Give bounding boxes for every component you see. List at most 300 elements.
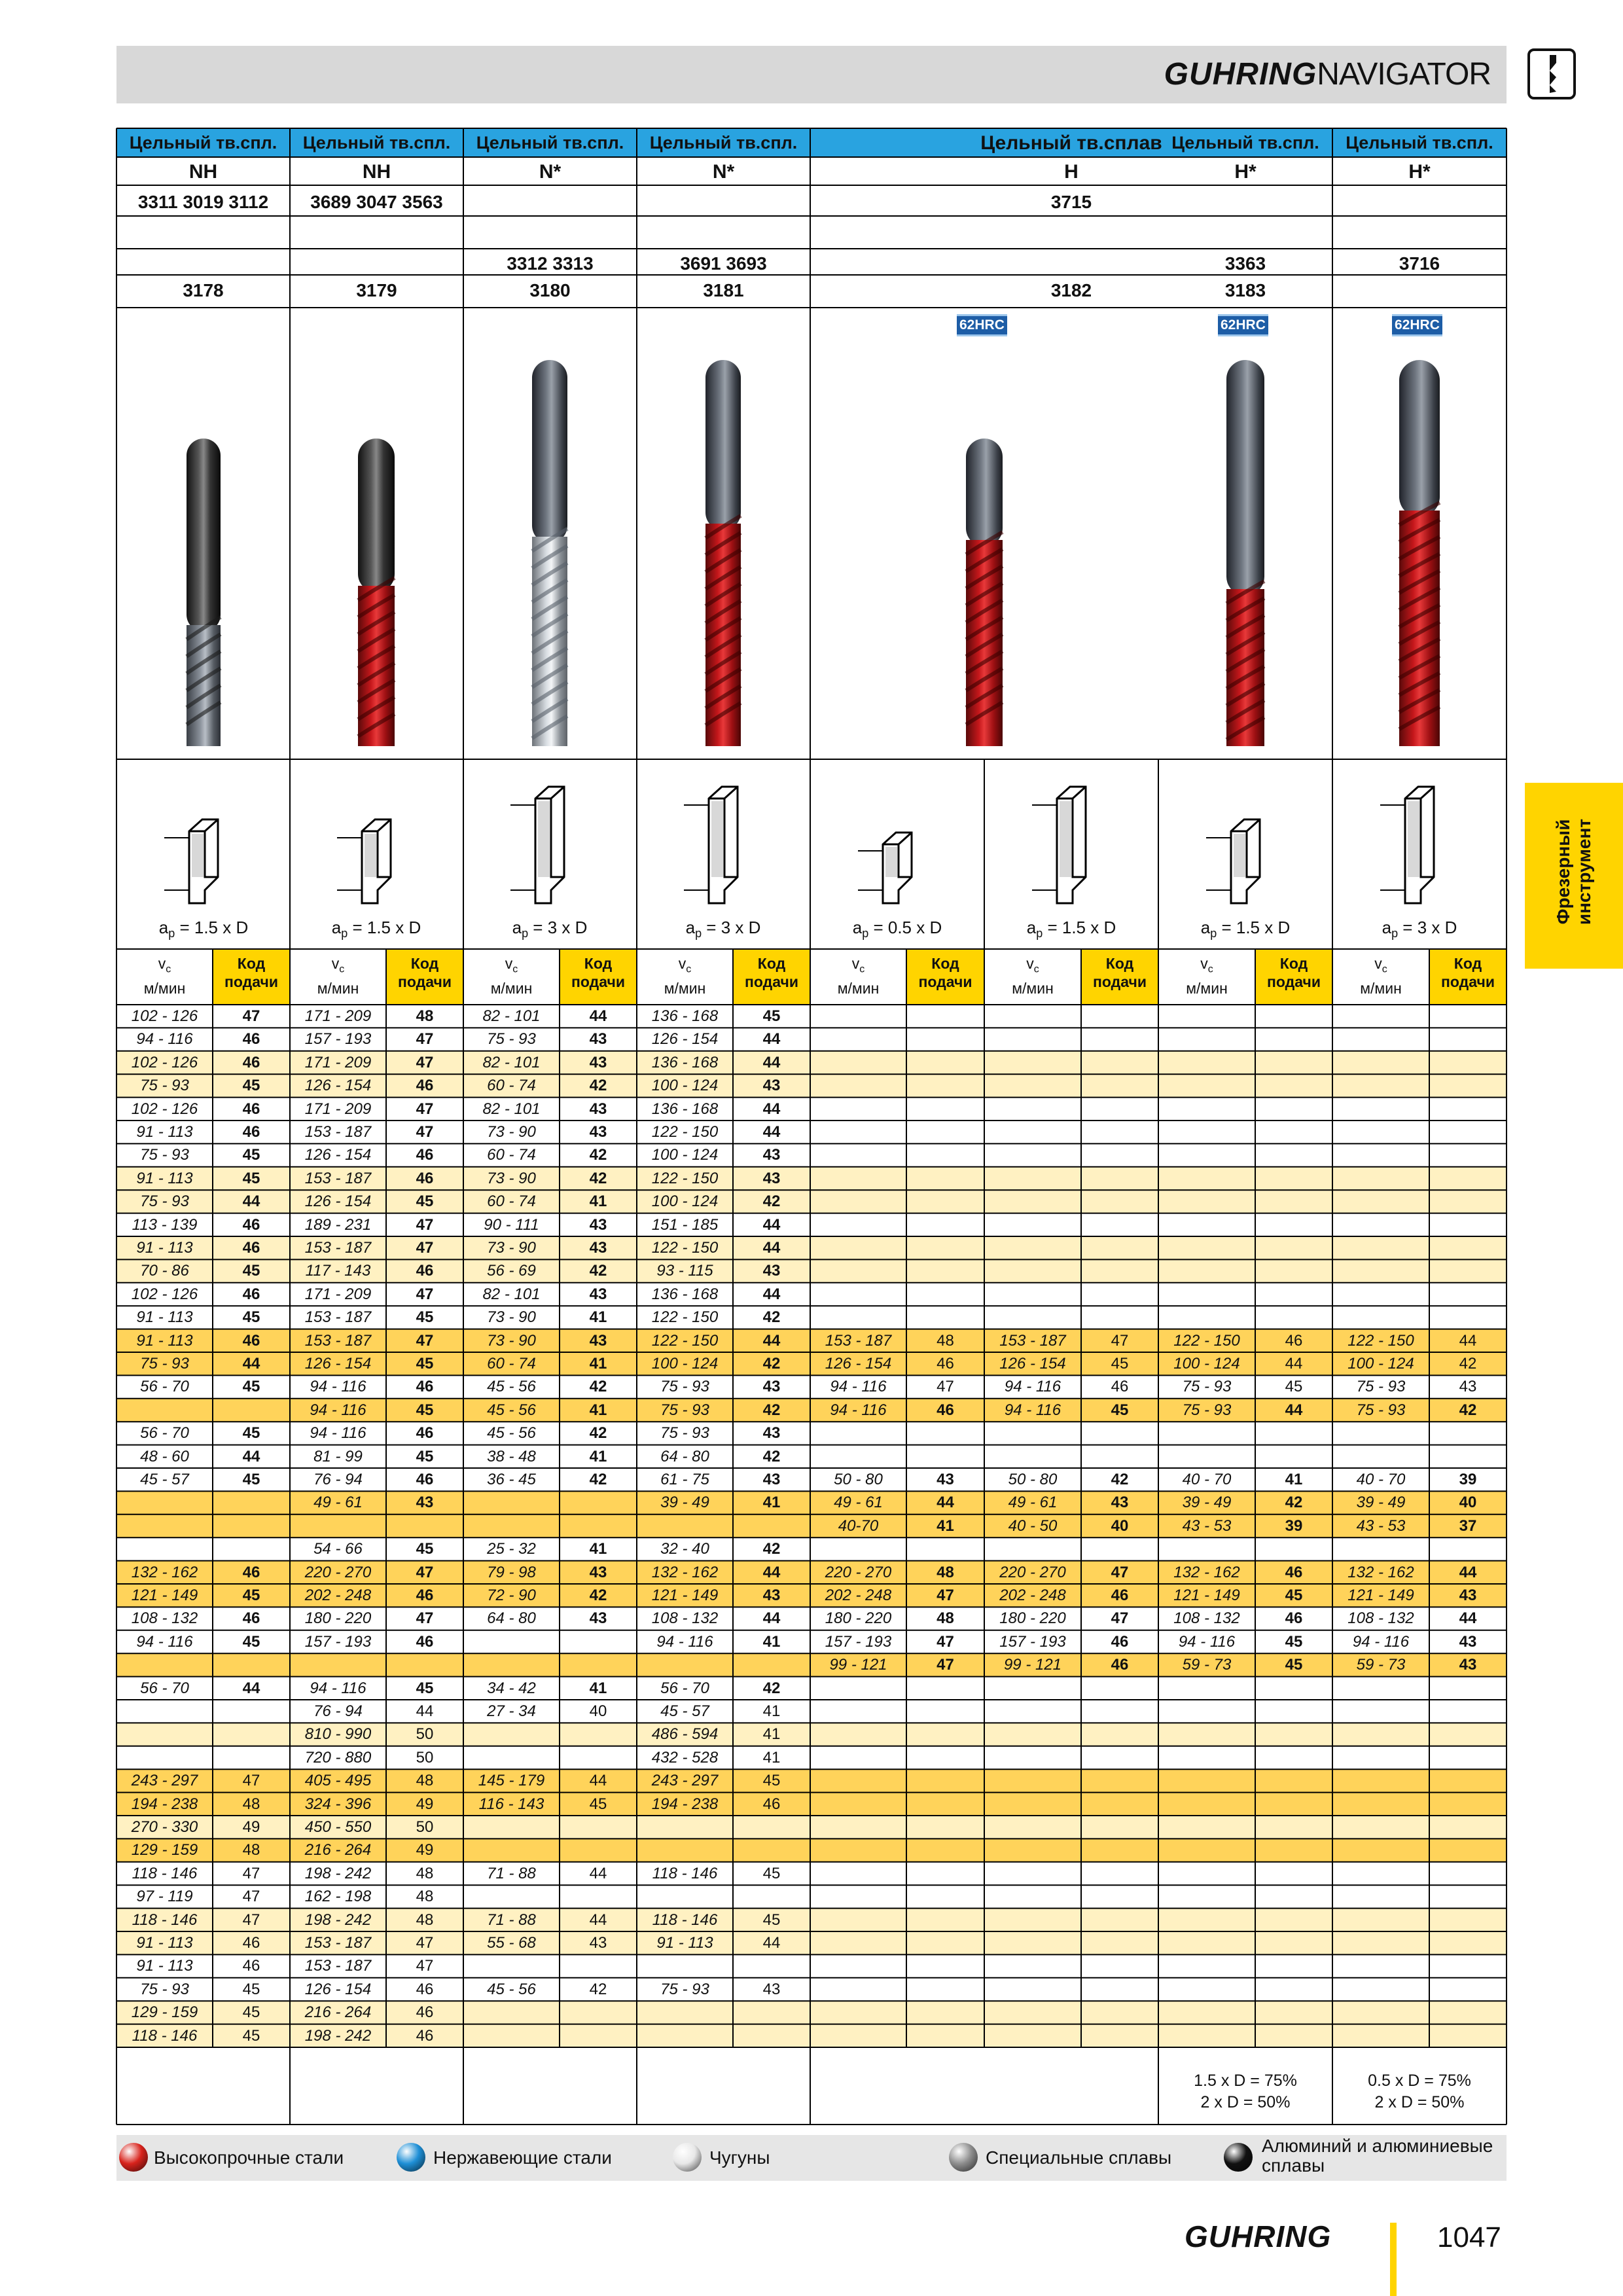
feed-code-cell: 47 xyxy=(936,1587,954,1604)
feed-code-cell: 43 xyxy=(762,1077,781,1095)
speed-cell: 202 - 248 xyxy=(825,1587,892,1604)
speed-cell: 97 - 119 xyxy=(136,1888,193,1906)
article-code: 3178 xyxy=(183,280,224,300)
feed-code-header: Код подачи xyxy=(224,955,278,990)
speed-cell: 73 - 90 xyxy=(487,1239,536,1257)
speed-cell: 94 - 116 xyxy=(136,1030,193,1049)
feed-code-cell: 48 xyxy=(242,1841,260,1859)
feed-code-cell: 43 xyxy=(762,1378,781,1396)
speed-cell: 216 - 264 xyxy=(304,2003,372,2022)
article-numbers-secondary: 3312 3313 xyxy=(507,253,594,274)
speed-cell: 220 - 270 xyxy=(825,1563,892,1581)
feed-code-cell: 40 xyxy=(589,1702,607,1720)
feed-code-cell: 42 xyxy=(589,1262,607,1280)
speed-cell: 64 - 80 xyxy=(660,1447,709,1465)
feed-code-cell: 47 xyxy=(416,1123,434,1141)
speed-cell: 49 - 61 xyxy=(1008,1494,1058,1512)
speed-cell: 121 - 149 xyxy=(651,1587,719,1604)
feed-code-cell: 41 xyxy=(589,1193,607,1211)
ap-value: = 1.5 x D xyxy=(1217,918,1291,937)
speed-cell: 136 - 168 xyxy=(651,1285,719,1303)
feed-code-cell: 46 xyxy=(416,1471,434,1488)
speed-cell: 126 - 154 xyxy=(304,1077,372,1095)
feed-code-cell: 47 xyxy=(416,1934,434,1952)
feed-code-cell: 44 xyxy=(936,1494,954,1512)
feed-code-cell: 49 xyxy=(242,1818,260,1836)
feed-code-cell: 45 xyxy=(242,1424,260,1443)
speed-cell: 75 - 93 xyxy=(140,1193,189,1211)
speed-cell: 75 - 93 xyxy=(487,1030,536,1049)
feed-code-cell: 45 xyxy=(416,1193,434,1211)
material-dot-icon xyxy=(1224,2143,1253,2172)
section-side-tab[interactable]: Фрезерный инструмент xyxy=(1525,783,1623,969)
feed-code-cell: 44 xyxy=(762,1123,781,1141)
feed-code-cell: 46 xyxy=(416,1424,434,1443)
feed-code-cell: 44 xyxy=(242,1679,260,1697)
tool-image-3183 xyxy=(1226,360,1264,746)
speed-cell: 117 - 143 xyxy=(305,1262,371,1280)
feed-code-cell: 41 xyxy=(762,1702,781,1720)
feed-code-cell: 42 xyxy=(589,1169,607,1187)
column-type-label: NH xyxy=(188,161,218,183)
column-material-label: Цельный тв.спл. xyxy=(1346,133,1493,152)
material-dot-icon xyxy=(673,2143,702,2172)
speed-cell: 432 - 528 xyxy=(651,1748,719,1767)
feed-code-cell: 45 xyxy=(416,1401,434,1419)
feed-code-cell: 42 xyxy=(589,1424,607,1443)
speed-cell: 121 - 149 xyxy=(131,1587,198,1604)
speed-cell: 49 - 61 xyxy=(834,1494,883,1512)
feed-code-cell: 44 xyxy=(762,1934,781,1952)
speed-cell: 43 - 53 xyxy=(1182,1516,1232,1535)
feed-code-cell: 41 xyxy=(589,1447,607,1465)
feed-code-cell: 45 xyxy=(1111,1355,1129,1372)
feed-code-cell: 45 xyxy=(762,1772,781,1790)
tool-image-3181 xyxy=(705,360,741,746)
speed-cell: 75 - 93 xyxy=(660,1424,709,1443)
speed-cell: 171 - 209 xyxy=(304,1053,372,1071)
feed-code-cell: 49 xyxy=(416,1795,434,1813)
feed-code-cell: 41 xyxy=(589,1540,607,1558)
feed-code-cell: 42 xyxy=(762,1355,781,1372)
column-material-label: Цельный тв.спл. xyxy=(302,133,451,152)
speed-cell: 45 - 57 xyxy=(660,1702,709,1720)
feed-code-cell: 43 xyxy=(762,1169,781,1187)
feed-code-cell: 45 xyxy=(1285,1632,1303,1651)
speed-cell: 75 - 93 xyxy=(140,1077,189,1095)
speed-cell: 220 - 270 xyxy=(999,1563,1066,1581)
feed-code-cell: 45 xyxy=(242,1308,260,1327)
speed-cell: 27 - 34 xyxy=(487,1702,536,1720)
ap-symbol: a xyxy=(1200,918,1211,937)
speed-cell: 122 - 150 xyxy=(1173,1331,1240,1350)
speed-cell: 91 - 113 xyxy=(136,1123,193,1141)
ap-symbol: a xyxy=(158,918,169,937)
speed-cell: 39 - 49 xyxy=(660,1494,709,1512)
speed-cell: 122 - 150 xyxy=(651,1123,719,1141)
speed-cell: 100 - 124 xyxy=(1347,1355,1414,1372)
feed-code-cell: 43 xyxy=(589,1100,607,1118)
speed-cell: 40 - 70 xyxy=(1356,1471,1406,1488)
speed-cell: 71 - 88 xyxy=(487,1864,536,1882)
feed-code-header: Код подачи xyxy=(1441,955,1495,990)
feed-code-cell: 45 xyxy=(762,1910,781,1929)
feed-code-cell: 46 xyxy=(1285,1331,1303,1350)
feed-code-cell: 47 xyxy=(416,1239,434,1257)
feed-code-cell: 44 xyxy=(242,1355,260,1372)
ap-symbol: a xyxy=(685,918,696,937)
feed-code-cell: 45 xyxy=(242,1169,260,1187)
feed-code-cell: 43 xyxy=(589,1030,607,1049)
feed-code-cell: 46 xyxy=(416,1169,434,1187)
feed-code-cell: 44 xyxy=(242,1193,260,1211)
speed-cell: 121 - 149 xyxy=(1347,1587,1414,1604)
speed-cell: 122 - 150 xyxy=(651,1169,719,1187)
feed-code-cell: 42 xyxy=(1459,1355,1477,1372)
feed-code-cell: 43 xyxy=(762,1262,781,1280)
feed-code-cell: 44 xyxy=(762,1285,781,1303)
feed-code-cell: 44 xyxy=(762,1331,781,1350)
feed-code-cell: 48 xyxy=(416,1772,434,1790)
column-type-label: N* xyxy=(539,161,562,183)
speed-cell: 153 - 187 xyxy=(304,1169,372,1187)
speed-cell: 40-70 xyxy=(838,1516,879,1535)
feed-code-cell: 47 xyxy=(1111,1331,1129,1350)
feed-code-cell: 43 xyxy=(589,1053,607,1071)
column-material-label: Цельный тв.спл. xyxy=(476,133,624,152)
tool-image-3178 xyxy=(187,439,221,746)
speed-cell: 82 - 101 xyxy=(482,1007,541,1025)
feed-code-cell: 46 xyxy=(936,1401,954,1419)
feed-code-cell: 46 xyxy=(1111,1632,1129,1651)
feed-code-cell: 46 xyxy=(1111,1378,1129,1396)
ap-symbol: a xyxy=(331,918,342,937)
feed-code-cell: 44 xyxy=(1285,1355,1303,1372)
speed-cell: 157 - 193 xyxy=(825,1632,892,1651)
feed-code-cell: 48 xyxy=(416,1888,434,1906)
material-dot-icon xyxy=(119,2143,148,2172)
feed-code-cell: 41 xyxy=(589,1355,607,1372)
engagement-note: 0.5 x D = 75% xyxy=(1368,2072,1471,2090)
speed-cell: 122 - 150 xyxy=(651,1239,719,1257)
feed-code-cell: 41 xyxy=(589,1308,607,1327)
ap-value: = 1.5 x D xyxy=(1043,918,1116,937)
speed-cell: 126 - 154 xyxy=(825,1355,892,1372)
feed-code-cell: 46 xyxy=(242,1934,260,1952)
speed-cell: 54 - 66 xyxy=(313,1540,363,1558)
speed-cell: 75 - 93 xyxy=(1356,1401,1406,1419)
feed-code-cell: 50 xyxy=(416,1748,434,1767)
speed-cell: 72 - 90 xyxy=(487,1587,536,1604)
speed-cell: 94 - 116 xyxy=(310,1679,366,1697)
feed-code-header: Код подачи xyxy=(918,955,972,990)
feed-code-cell: 39 xyxy=(1459,1471,1477,1488)
speed-cell: 126 - 154 xyxy=(304,1146,372,1164)
feed-code-cell: 43 xyxy=(589,1331,607,1350)
speed-cell: 99 - 121 xyxy=(1003,1656,1062,1674)
speed-cell: 129 - 159 xyxy=(131,2003,198,2022)
feed-code-cell: 46 xyxy=(416,2003,434,2022)
feed-code-cell: 46 xyxy=(1111,1587,1129,1604)
article-code: 3182 xyxy=(1050,280,1092,300)
feed-code-cell: 44 xyxy=(762,1609,781,1628)
speed-cell: 49 - 61 xyxy=(313,1494,363,1512)
speed-cell: 102 - 126 xyxy=(131,1053,198,1071)
speed-cell: 81 - 99 xyxy=(313,1447,363,1465)
feed-code-cell: 45 xyxy=(416,1447,434,1465)
speed-cell: 82 - 101 xyxy=(482,1100,541,1118)
speed-cell: 94 - 116 xyxy=(1004,1401,1061,1419)
ap-value: = 3 x D xyxy=(1398,918,1457,937)
speed-cell: 75 - 93 xyxy=(1182,1401,1232,1419)
feed-code-cell: 49 xyxy=(416,1841,434,1859)
ap-value: = 0.5 x D xyxy=(868,918,942,937)
feed-code-cell: 43 xyxy=(1459,1378,1477,1396)
feed-code-header: Код подачи xyxy=(1093,955,1147,990)
speed-cell: 50 - 80 xyxy=(1008,1471,1058,1488)
feed-code-cell: 44 xyxy=(416,1702,434,1720)
feed-code-cell: 45 xyxy=(416,1355,434,1372)
speed-cell: 94 - 116 xyxy=(136,1632,193,1651)
article-numbers: 3715 xyxy=(1050,192,1092,212)
feed-code-cell: 44 xyxy=(1459,1331,1477,1350)
feed-code-cell: 47 xyxy=(416,1100,434,1118)
feed-code-cell: 43 xyxy=(762,1146,781,1164)
speed-cell: 73 - 90 xyxy=(487,1169,536,1187)
feed-code-cell: 44 xyxy=(589,1910,607,1929)
speed-cell: 76 - 94 xyxy=(313,1702,363,1720)
speed-cell: 75 - 93 xyxy=(140,1355,189,1372)
feed-code-cell: 46 xyxy=(242,1331,260,1350)
speed-cell: 118 - 146 xyxy=(132,2026,198,2045)
feed-code-cell: 47 xyxy=(936,1632,954,1651)
speed-cell: 194 - 238 xyxy=(131,1795,198,1813)
speed-cell: 153 - 187 xyxy=(999,1331,1066,1350)
article-code: 3183 xyxy=(1224,280,1266,300)
speed-cell: 94 - 116 xyxy=(310,1378,366,1396)
feed-code-cell: 46 xyxy=(936,1355,954,1372)
speed-cell: 91 - 113 xyxy=(136,1239,193,1257)
depth-icon-8 xyxy=(1380,787,1434,903)
speed-cell: 189 - 231 xyxy=(304,1215,372,1234)
speed-cell: 122 - 150 xyxy=(651,1331,719,1350)
feed-code-cell: 45 xyxy=(416,1540,434,1558)
feed-code-cell: 46 xyxy=(1285,1609,1303,1628)
feed-code-cell: 46 xyxy=(416,1587,434,1604)
cutting-depth-label: $a_p = 3$ x D xyxy=(1382,918,1457,941)
engagement-note: 2 x D = 50% xyxy=(1200,2093,1291,2111)
feed-code-cell: 47 xyxy=(416,1030,434,1049)
speed-cell: 202 - 248 xyxy=(999,1587,1066,1604)
feed-code-cell: 46 xyxy=(242,1609,260,1628)
speed-cell: 73 - 90 xyxy=(487,1331,536,1350)
speed-cell: 108 - 132 xyxy=(651,1609,719,1628)
feed-code-cell: 46 xyxy=(242,1123,260,1141)
feed-code-cell: 42 xyxy=(762,1401,781,1419)
cutting-depth-label: $a_p = 3$ x D xyxy=(685,918,761,941)
speed-cell: 40 - 70 xyxy=(1182,1471,1232,1488)
feed-code-cell: 48 xyxy=(416,1007,434,1025)
speed-cell: 157 - 193 xyxy=(999,1632,1066,1651)
feed-code-cell: 44 xyxy=(589,1007,607,1025)
speed-cell: 71 - 88 xyxy=(487,1910,536,1929)
feed-code-cell: 42 xyxy=(589,1587,607,1604)
feed-code-cell: 46 xyxy=(242,1285,260,1303)
speed-cell: 118 - 146 xyxy=(652,1910,718,1929)
feed-code-cell: 47 xyxy=(1111,1563,1129,1581)
feed-code-cell: 45 xyxy=(1285,1587,1303,1604)
feed-code-cell: 47 xyxy=(416,1563,434,1581)
speed-cell: 220 - 270 xyxy=(304,1563,372,1581)
speed-cell: 45 - 56 xyxy=(487,1980,536,1998)
speed-cell: 60 - 74 xyxy=(487,1146,536,1164)
vc-header: $v_c$ м/мин xyxy=(490,955,533,997)
column-material-label: Цельный тв.спл. xyxy=(1171,133,1319,152)
speed-cell: 136 - 168 xyxy=(651,1053,719,1071)
column-material-label: Цельный тв.спл. xyxy=(129,133,277,152)
speed-cell: 56 - 70 xyxy=(140,1424,189,1443)
speed-cell: 243 - 297 xyxy=(131,1772,198,1790)
speed-cell: 79 - 98 xyxy=(487,1563,536,1581)
feed-code-cell: 47 xyxy=(242,1007,260,1025)
feed-code-cell: 44 xyxy=(762,1053,781,1071)
tool-image-3179 xyxy=(358,439,395,746)
speed-cell: 76 - 94 xyxy=(313,1471,363,1488)
speed-cell: 34 - 42 xyxy=(487,1679,536,1697)
speed-cell: 108 - 132 xyxy=(1347,1609,1414,1628)
speed-cell: 100 - 124 xyxy=(1173,1355,1240,1372)
speed-cell: 153 - 187 xyxy=(304,1934,372,1952)
speed-cell: 56 - 70 xyxy=(660,1679,709,1697)
feed-code-cell: 37 xyxy=(1459,1516,1477,1535)
speed-cell: 100 - 124 xyxy=(651,1077,719,1095)
speed-cell: 216 - 264 xyxy=(304,1841,372,1859)
ap-value: = 3 x D xyxy=(528,918,588,937)
feed-code-cell: 45 xyxy=(1111,1401,1129,1419)
speed-cell: 243 - 297 xyxy=(651,1772,719,1790)
speed-cell: 25 - 32 xyxy=(487,1540,536,1558)
feed-code-cell: 41 xyxy=(589,1401,607,1419)
ap-symbol: a xyxy=(1026,918,1037,937)
speed-cell: 153 - 187 xyxy=(304,1239,372,1257)
article-numbers: 3311 3019 3112 xyxy=(137,192,269,212)
speed-cell: 56 - 70 xyxy=(140,1679,189,1697)
speed-cell: 43 - 53 xyxy=(1356,1516,1406,1535)
material-legend-label: Нержавеющие стали xyxy=(433,2147,612,2168)
depth-icon-4 xyxy=(684,787,738,903)
speed-cell: 198 - 242 xyxy=(304,1910,372,1929)
speed-cell: 91 - 113 xyxy=(136,1934,193,1952)
feed-code-cell: 47 xyxy=(416,1609,434,1628)
feed-code-cell: 43 xyxy=(1459,1587,1477,1604)
feed-code-cell: 47 xyxy=(416,1215,434,1234)
feed-code-cell: 41 xyxy=(589,1679,607,1697)
feed-code-cell: 42 xyxy=(589,1077,607,1095)
speed-cell: 75 - 93 xyxy=(660,1401,709,1419)
feed-code-cell: 42 xyxy=(762,1308,781,1327)
speed-cell: 153 - 187 xyxy=(825,1331,892,1350)
speed-cell: 132 - 162 xyxy=(131,1563,198,1581)
feed-code-cell: 43 xyxy=(762,1587,781,1604)
material-dot-icon xyxy=(949,2143,978,2172)
feed-code-cell: 44 xyxy=(589,1772,607,1790)
feed-code-cell: 45 xyxy=(242,1980,260,1998)
speed-cell: 122 - 150 xyxy=(1347,1331,1414,1350)
feed-code-cell: 42 xyxy=(762,1447,781,1465)
feed-code-cell: 42 xyxy=(1111,1471,1129,1488)
feed-code-cell: 41 xyxy=(762,1494,781,1512)
feed-code-cell: 43 xyxy=(589,1563,607,1581)
feed-code-cell: 44 xyxy=(1285,1401,1303,1419)
speed-cell: 75 - 93 xyxy=(140,1146,189,1164)
article-numbers-secondary: 3716 xyxy=(1399,253,1440,274)
feed-code-cell: 46 xyxy=(416,1146,434,1164)
speed-cell: 90 - 111 xyxy=(484,1215,539,1234)
feed-code-cell: 42 xyxy=(589,1378,607,1396)
speed-cell: 450 - 550 xyxy=(304,1818,372,1836)
tool-image-3180 xyxy=(532,360,567,746)
speed-cell: 100 - 124 xyxy=(651,1146,719,1164)
speed-cell: 118 - 146 xyxy=(132,1864,198,1882)
feed-code-cell: 44 xyxy=(762,1030,781,1049)
speed-cell: 55 - 68 xyxy=(487,1934,536,1952)
feed-code-cell: 44 xyxy=(1459,1609,1477,1628)
speed-cell: 94 - 116 xyxy=(656,1632,713,1651)
speed-cell: 40 - 50 xyxy=(1008,1516,1058,1535)
speed-cell: 132 - 162 xyxy=(1347,1563,1414,1581)
speed-cell: 94 - 116 xyxy=(1178,1632,1236,1651)
cutting-depth-label: $a_p = 0.5$ x D xyxy=(852,918,942,941)
feed-code-cell: 45 xyxy=(589,1795,607,1813)
feed-code-cell: 42 xyxy=(762,1679,781,1697)
speed-cell: 126 - 154 xyxy=(999,1355,1066,1372)
speed-cell: 94 - 116 xyxy=(830,1378,887,1396)
feed-code-cell: 46 xyxy=(242,1053,260,1071)
speed-cell: 486 - 594 xyxy=(651,1725,719,1744)
feed-code-cell: 46 xyxy=(416,1378,434,1396)
speed-cell: 70 - 86 xyxy=(140,1262,189,1280)
vc-header: $v_c$ м/мин xyxy=(1186,955,1228,997)
speed-cell: 171 - 209 xyxy=(304,1285,372,1303)
feed-code-cell: 43 xyxy=(1459,1656,1477,1674)
feed-code-cell: 46 xyxy=(242,1100,260,1118)
article-code: 3180 xyxy=(529,280,571,300)
speed-cell: 94 - 116 xyxy=(310,1401,366,1419)
ap-symbol: a xyxy=(512,918,522,937)
feed-code-cell: 46 xyxy=(762,1795,781,1813)
speed-cell: 60 - 74 xyxy=(487,1355,536,1372)
feed-code-cell: 46 xyxy=(1111,1656,1129,1674)
speed-cell: 45 - 56 xyxy=(487,1424,536,1443)
feed-code-cell: 47 xyxy=(242,1888,260,1906)
feed-code-cell: 44 xyxy=(589,1864,607,1882)
speed-cell: 94 - 116 xyxy=(310,1424,366,1443)
feed-code-header: Код подачи xyxy=(1267,955,1321,990)
hardness-badge: 62HRC xyxy=(957,314,1007,336)
speed-cell: 99 - 121 xyxy=(829,1656,887,1674)
feed-code-cell: 46 xyxy=(242,1030,260,1049)
feed-code-cell: 47 xyxy=(1111,1609,1129,1628)
article-code: 3181 xyxy=(703,280,744,300)
feed-code-cell: 46 xyxy=(416,2026,434,2045)
feed-code-cell: 43 xyxy=(589,1609,607,1628)
feed-code-cell: 44 xyxy=(1459,1563,1477,1581)
ap-value: = 1.5 x D xyxy=(175,918,249,937)
footer-logo: GUHRING xyxy=(1185,2219,1332,2253)
speed-cell: 102 - 126 xyxy=(131,1285,198,1303)
column-type-label: H xyxy=(1064,161,1079,183)
speed-cell: 100 - 124 xyxy=(651,1193,719,1211)
